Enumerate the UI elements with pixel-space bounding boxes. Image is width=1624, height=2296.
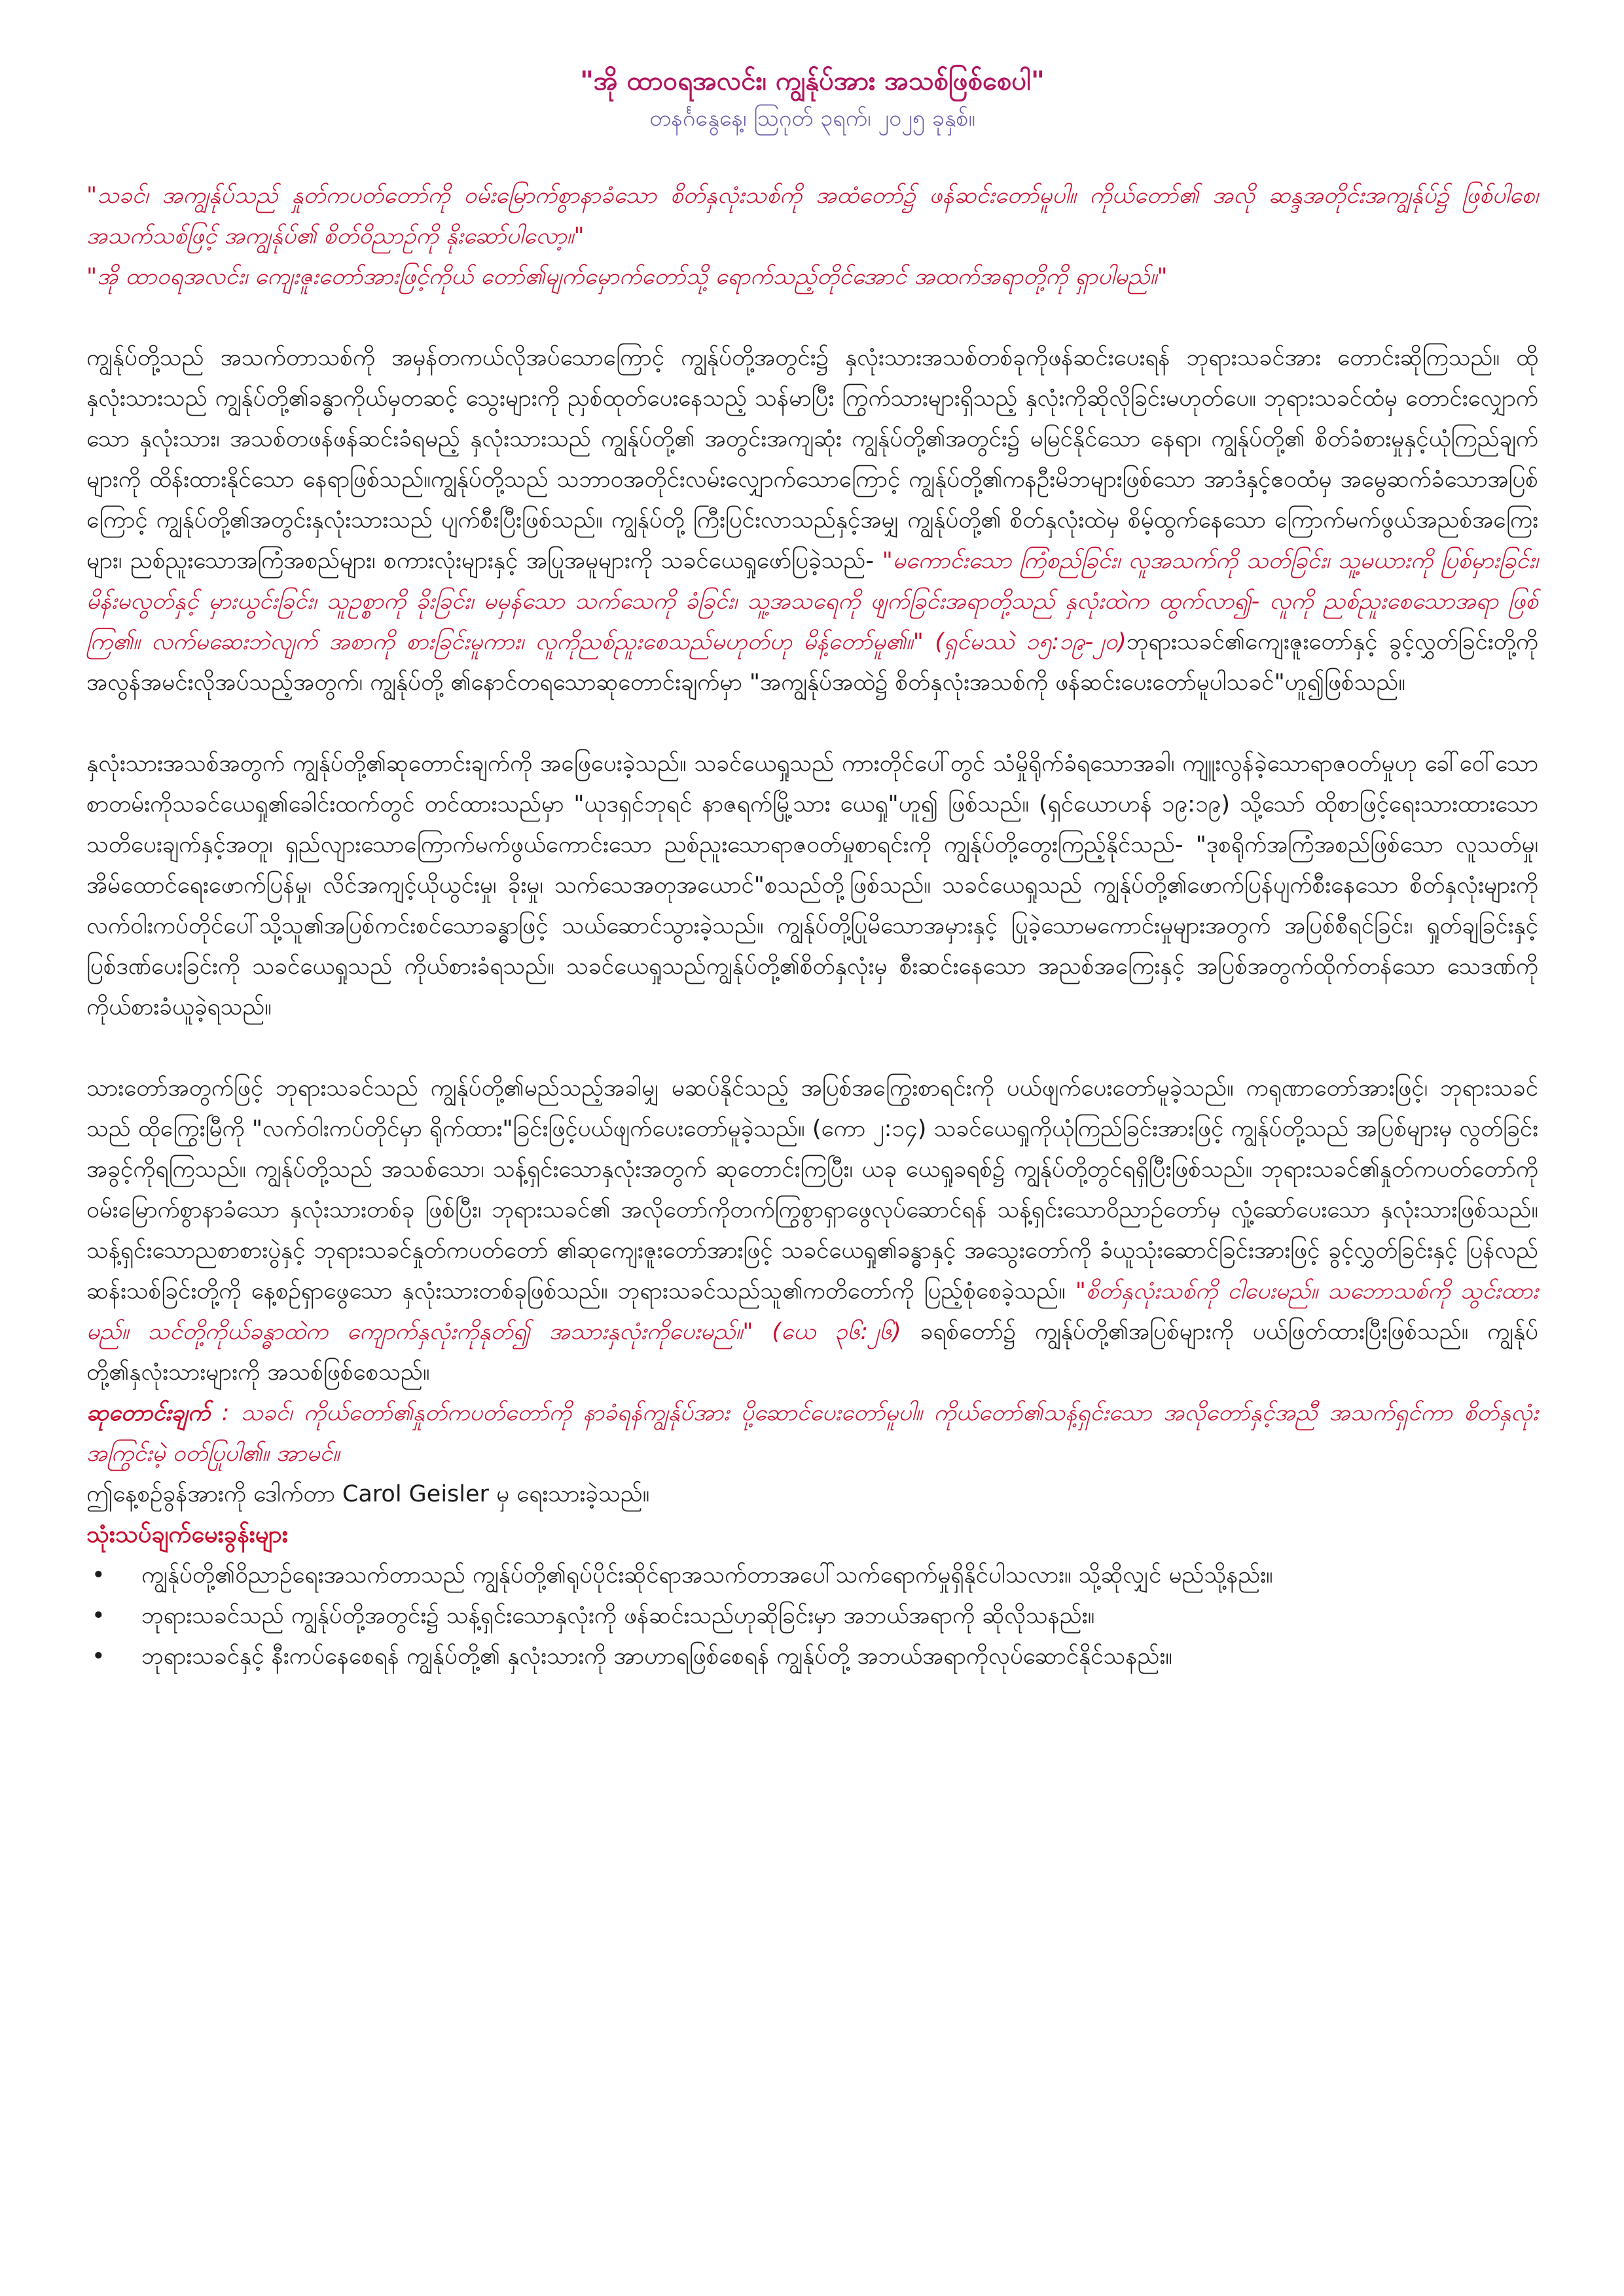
paragraph-1-text-a: ကျွန်ုပ်တို့သည် အသက်တာသစ်ကို အမှန်တကယ်လိုအပ်သောကြောင့် ကျွန်ုပ်တို့အတွင်း၌ နှလုံးသားအသစ်တစ်ခုကိုဖန်ဆင်းပေးရန် ဘုရားသခင်အား တောင်းဆိုကြသည်။ ထိုနှလုံးသားသည် ကျွန်ုပ်တို့၏ခန္ဓာကိုယ်မှတဆင့် သွေးများကို ညှစ်ထုတ်ပေးနေသည့် သန်မာပြီး ကြွက်သားများရှိသည့် နှလုံးကိုဆိုလိုခြင်းမဟုတ်ပေ။ ဘုရားသခင်ထံမှ တောင်းလျှောက်သော နှလုံးသား၊ အသစ်တဖန်ဖန်ဆင်းခံရမည့် နှလုံးသားသည် ကျွန်ုပ်တို့၏ အတွင်းအကျဆုံး ကျွန်ုပ်တို့၏အတွင်း၌ မမြင်နိုင်သော နေရာ၊ ကျွန်ုပ်တို့၏ စိတ်ခံစားမှုနှင့်ယုံကြည်ချက်များကို ထိန်းထားနိုင်သော နေရာဖြစ်သည်။ကျွန်ုပ်တို့သည် သဘာဝအတိုင်းလမ်းလျှောက်သောကြောင့် ကျွန်ုပ်တို့၏ကနဦးမိဘများဖြစ်သော အာဒံနှင့်ဧဝထံမှ အမွေဆက်ခံသောအပြစ်ကြောင့် ကျွန်ုပ်တို့၏အတွင်းနှလုံးသားသည် ပျက်စီးပြီးဖြစ်သည်။ ကျွန်ုပ်တို့ ကြီးပြင်းလာသည်နှင့်အမျှ ကျွန်ုပ်တို့၏ စိတ်နှလုံးထဲမှ စိမ့်ထွက်နေသော ကြောက်မက်ဖွယ်အညစ်အကြေးများ၊ ညစ်ညူးသောအကြံအစည်များ၊ စကားလုံးများနှင့် အပြုအမူများကို သခင်ယေရှုဖော်ပြခဲ့သည်- xyxy=(86,345,1538,574)
bullet-icon: • xyxy=(92,1562,105,1588)
reflection-question-3: ဘုရားသခင်နှင့် နီးကပ်နေစေရန် ကျွန်ုပ်တို့၏ နှလုံးသားကို အာဟာရဖြစ်စေရန် ကျွန်ုပ်တို့ အဘယ်အရာကိုလုပ်ဆောင်နိုင်သနည်း။ xyxy=(141,1643,1172,1670)
reflection-question-2: ဘုရားသခင်သည် ကျွန်ုပ်တို့အတွင်း၌ သန့်ရှင်းသောနှလုံးကို ဖန်ဆင်းသည်ဟုဆိုခြင်းမှာ အဘယ်အရာကို ဆိုလိုသနည်း။ xyxy=(141,1603,1095,1629)
bullet-icon: • xyxy=(92,1643,105,1670)
paragraph-1-text-b: ဘုရားသခင်၏ကျေးဇူးတော်နှင့် ခွင့်လွှတ်ခြင်းတို့ကို အလွန်အမင်းလိုအပ်သည့်အတွက်၊ ကျွန်ုပ်တို့ ၏နောင်တရသောဆုတောင်းချက်မှာ "အကျွန်ုပ်အထဲ၌ စိတ်နှလုံးအသစ်ကို ဖန်ဆင်းပေးတော်မူပါသခင်"ဟူ၍ဖြစ်သည်။ xyxy=(86,629,1538,696)
author-note: ဤနေ့စဉ်ခွန်အားကို ဒေါက်တာ Carol Geisler မှ ရေးသားခဲ့သည်။ xyxy=(86,1481,650,1507)
ezekiel-quote: "စိတ်နှလုံးသစ်ကို ငါပေးမည်။ သဘောသစ်ကို သွင်းထားမည်။ သင်တို့ကိုယ်ခန္ဓာထဲက ကျောက်နှလုံးကိုနုတ်၍ အသားနှလုံးကိုပေးမည်။" (ယေ ၃၆:၂၆) xyxy=(86,1278,1538,1345)
page-date: တနင်္ဂနွေနေ့၊ ဩဂုတ် ၃ရက်၊ ၂၀၂၅ ခုနှစ်။ xyxy=(649,105,975,132)
bullet-icon: • xyxy=(92,1603,105,1629)
prayer-text: : သခင်၊ ကိုယ်တော်၏နှုတ်ကပတ်တော်ကို နာခံရန်ကျွန်ုပ်အား ပို့ဆောင်ပေးတော်မူပါ။ ကိုယ်တော်၏သန့်ရှင်းသော အလိုတော်နှင့်အညီ အသက်ရှင်ကာ စိတ်နှလုံးအကြွင်းမဲ့ ဝတ်ပြုပါ၏။ အာမင်။ xyxy=(86,1400,1538,1467)
opening-quote-line-2: "အို ထာဝရအလင်း၊ ကျေးဇူးတော်အားဖြင့်ကိုယ် တော်၏မျက်မှောက်တော်သို့ ရောက်သည့်တိုင်အောင် အထက်အရာတို့ကို ရှာပါမည်။" xyxy=(86,264,1168,290)
list-item xyxy=(86,1636,1538,1677)
reflection-heading: သုံးသပ်ချက်မေးခွန်းများ xyxy=(86,1521,288,1548)
opening-quote xyxy=(86,175,1538,297)
page-title: "အို ထာဝရအလင်း၊ ကျွန်ုပ်အား အသစ်ဖြစ်စေပါ" xyxy=(580,66,1045,96)
list-item xyxy=(86,1596,1538,1636)
devotional-page xyxy=(86,63,1538,1677)
paragraph-3-text-b: ခရစ်တော်၌ ကျွန်ုပ်တို့၏အပြစ်များကို ပယ်ဖြတ်ထားပြီးဖြစ်သည်။ ကျွန်ုပ်တို့၏နှလုံးသားများကို အသစ်ဖြစ်စေသည်။ xyxy=(86,1319,1538,1386)
reflection-question-1: ကျွန်ုပ်တို့၏ဝိညာဉ်ရေးအသက်တာသည် ကျွန်ုပ်တို့၏ရုပ်ပိုင်းဆိုင်ရာအသက်တာအပေါ်သက်ရောက်မှုရှိနိုင်ပါသလား။ သို့ဆိုလျှင် မည်သို့နည်း။ xyxy=(141,1562,1273,1588)
spacer xyxy=(86,703,1538,744)
paragraph-2: နှလုံးသားအသစ်အတွက် ကျွန်ုပ်တို့၏ဆုတောင်းချက်ကို အဖြေပေးခဲ့သည်။ သခင်ယေရှုသည် ကားတိုင်ပေါ်တွင် သံမှိုရိုက်ခံရသောအခါ၊ ကျူးလွန်ခဲ့သောရာဇဝတ်မှုဟု ခေါ်ဝေါ်သောစာတမ်းကိုသခင်ယေရှု၏ခေါင်းထက်တွင် တင်ထားသည်မှာ "ယုဒရှင်ဘုရင် နာဇရက်မြို့သား ယေရှု"ဟူ၍ ဖြစ်သည်။ (ရှင်ယောဟန် ၁၉:၁၉) သို့သော် ထိုစာဖြင့်ရေးသားထားသောသတိပေးချက်နှင့်အတူ၊ ရှည်လျားသောကြောက်မက်ဖွယ်ကောင်းသော ညစ်ညူးသောရာဇဝတ်မှုစာရင်းကို ကျွန်ုပ်တို့တွေးကြည့်နိုင်သည်- "ဒုစရိုက်အကြံအစည်ဖြစ်သော လူသတ်မှု၊ အိမ်ထောင်ရေးဖောက်ပြန်မှု၊ လိင်အကျင့်ယိုယွင်းမှု၊ ခိုးမှု၊ သက်သေအတုအယောင်"စသည်တို့ဖြစ်သည်။ သခင်ယေရှုသည် ကျွန်ုပ်တို့၏ဖောက်ပြန်ပျက်စီးနေသော စိတ်နှလုံးများကို လက်ဝါးကပ်တိုင်ပေါ်သို့သူ၏အပြစ်ကင်းစင်သောခန္ဓာဖြင့် သယ်ဆောင်သွားခဲ့သည်။ ကျွန်ုပ်တို့ပြုမိသောအမှားနှင့် ပြုခဲ့သောမကောင်းမှုများအတွက် အပြစ်စီရင်ခြင်း၊ ရှုတ်ချခြင်းနှင့် ပြစ်ဒဏ်ပေးခြင်းကို သခင်ယေရှုသည် ကိုယ်စားခံရသည်။ သခင်ယေရှုသည်ကျွန်ုပ်တို့၏စိတ်နှလုံးမှ စီးဆင်းနေသော အညစ်အကြေးနှင့် အပြစ်အတွက်ထိုက်တန်သော သေဒဏ်ကို ကိုယ်စားခံယူခဲ့ရသည်။ xyxy=(86,751,1538,1020)
prayer xyxy=(86,1393,1538,1474)
list-item xyxy=(86,1555,1538,1596)
matthew-quote: "မကောင်းသော ကြံစည်ခြင်း၊ လူအသက်ကို သတ်ခြင်း၊ သူ့မယားကို ပြစ်မှားခြင်း၊ မိန်းမလွတ်နှင့် မှားယွင်းခြင်း၊ သူဥစ္စာကို ခိုးခြင်း၊ မမှန်သော သက်သေကို ခံခြင်း၊ သူ့အသရေကို ဖျက်ခြင်းအရာတို့သည် နှလုံးထဲက ထွက်လာ၍- လူကို ညစ်ညူးစေသောအရာ ဖြစ်ကြ၏။ လက်မဆေးဘဲလျက် အစာကို စားခြင်းမူကား၊ လူကိုညစ်ညူးစေသည်မဟုတ်ဟု မိန့်တော်မူ၏။" (ရှင်မဿဲ ၁၅:၁၉-၂၀) xyxy=(86,548,1538,655)
opening-quote-line-1: "သခင်၊ အကျွန်ုပ်သည် နှုတ်ကပတ်တော်ကို ဝမ်းမြောက်စွာနာခံသော စိတ်နှလုံးသစ်ကို အထံတော်၌ ဖန်ဆင်းတော်မူပါ။ ကိုယ်တော်၏ အလို ဆန္ဒအတိုင်းအကျွန်ုပ်၌ ဖြစ်ပါစေ၊ အသက်သစ်ဖြင့် အကျွန်ုပ်၏ စိတ်ဝိညာဉ်ကို နိုးဆော်ပါလော့။" xyxy=(86,183,1538,249)
paragraph-1 xyxy=(86,338,1538,703)
paragraph-3 xyxy=(86,1068,1538,1393)
reflection-list xyxy=(86,1555,1538,1677)
prayer-label: ဆုတောင်းချက် xyxy=(86,1400,211,1426)
spacer xyxy=(86,297,1538,338)
paragraph-3-text-a: သားတော်အတွက်ဖြင့် ဘုရားသခင်သည် ကျွန်ုပ်တို့၏မည်သည့်အခါမျှ မဆပ်နိုင်သည့် အပြစ်အကြွေးစာရင်းကို ပယ်ဖျက်ပေးတော်မူခဲ့သည်။ ကရုဏာတော်အားဖြင့်၊ ဘုရားသခင်သည် ထိုကြွေးမြီကို "လက်ဝါးကပ်တိုင်မှာ ရိုက်ထား"ခြင်းဖြင့်ပယ်ဖျက်ပေးတော်မူခဲ့သည်။ (ကော ၂:၁၄) သခင်ယေရှုကိုယုံကြည်ခြင်းအားဖြင့် ကျွန်ုပ်တို့သည် အပြစ်များမှ လွတ်ခြင်းအခွင့်ကိုရကြသည်။ ကျွန်ုပ်တို့သည် အသစ်သော၊ သန့်ရှင်းသောနှလုံးအတွက် ဆုတောင်းကြပြီး၊ ယခု ယေရှုခရစ်၌ ကျွန်ုပ်တို့တွင်ရရှိပြီးဖြစ်သည်။ ဘုရားသခင်၏နှုတ်ကပတ်တော်ကို ဝမ်းမြောက်စွာနာခံသော နှလုံးသားတစ်ခု ဖြစ်ပြီး၊ ဘုရားသခင်၏ အလိုတော်ကိုတက်ကြွစွာရှာဖွေလုပ်ဆောင်ရန် သန့်ရှင်းသောဝိညာဉ်တော်မှ လှုံ့ဆော်ပေးသော နှလုံးသားဖြစ်သည်။ သန့်ရှင်းသောညစာစားပွဲနှင့် ဘုရားသခင်နှုတ်ကပတ်တော် ၏ဆုကျေးဇူးတော်အားဖြင့် သခင်ယေရှု၏ခန္ဓာနှင့် အသွေးတော်ကို ခံယူသုံးဆောင်ခြင်းအားဖြင့် ခွင့်လွှတ်ခြင်းနှင့် ပြန်လည်ဆန်းသစ်ခြင်းတို့ကို နေ့စဉ်ရှာဖွေသော နှလုံးသားတစ်ခုဖြစ်သည်။ ဘုရားသခင်သည်သူ၏ကတိတော်ကို ပြည့်စုံစေခဲ့သည်။ xyxy=(86,1075,1538,1304)
spacer xyxy=(86,1028,1538,1068)
